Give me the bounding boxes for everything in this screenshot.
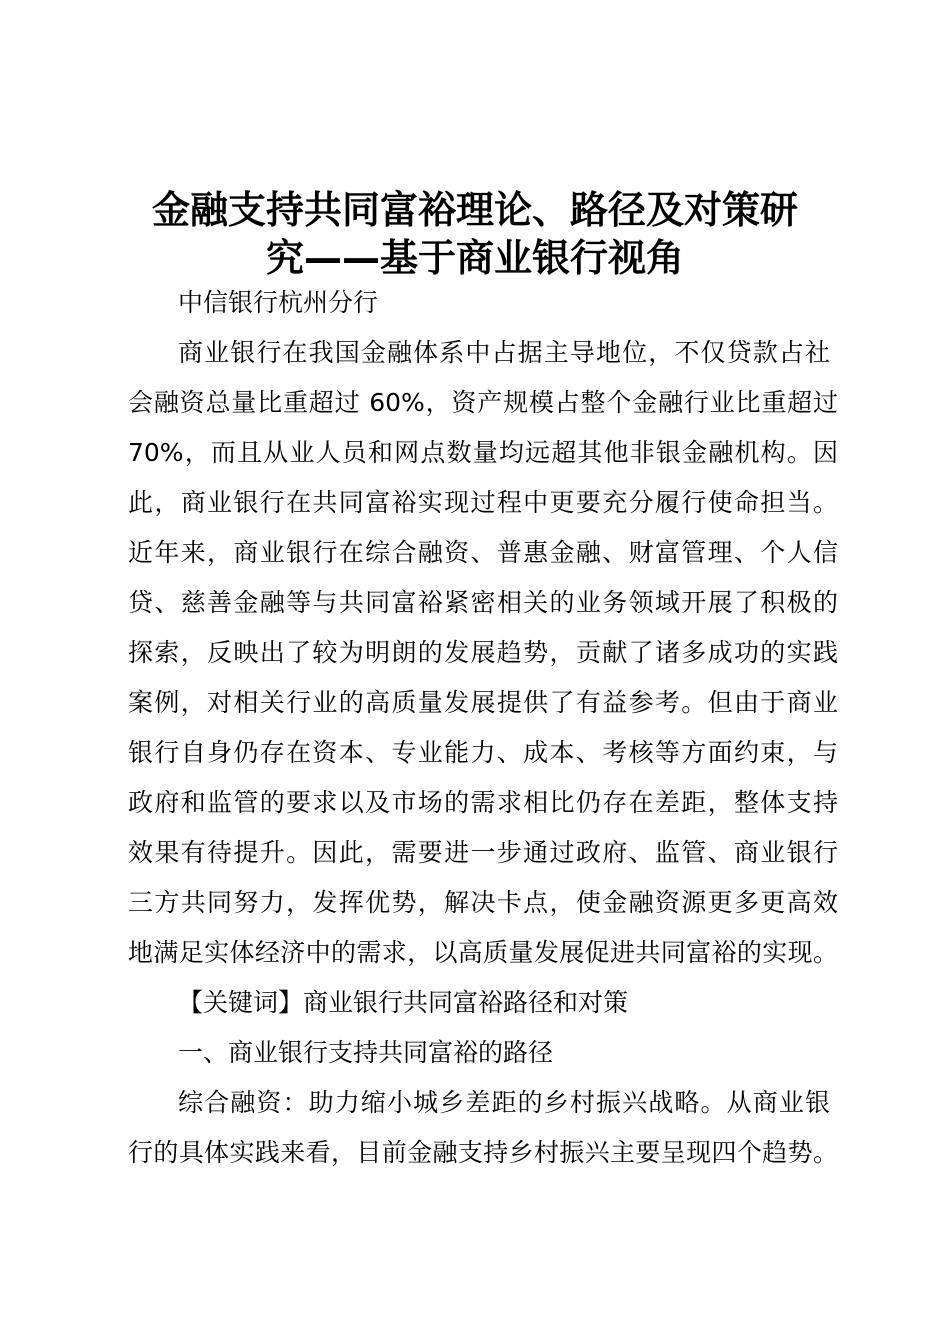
abstract-line: 效果有待提升。因此，需要进一步通过政府、监管、商业银行 xyxy=(128,838,838,867)
section-line: 综合融资：助力缩小城乡差距的乡村振兴战略。从商业银 xyxy=(178,1088,830,1117)
abstract-line: 会融资总量比重超过 60%，资产规模占整个金融行业比重超过 xyxy=(128,388,838,417)
document-title-line-1: 金融支持共同富裕理论、路径及对策研 xyxy=(151,188,798,232)
abstract-line: 商业银行在我国金融体系中占据主导地位，不仅贷款占社 xyxy=(178,338,830,367)
abstract-line: 银行自身仍存在资本、专业能力、成本、考核等方面约束，与 xyxy=(128,738,838,767)
author-affiliation: 中信银行杭州分行 xyxy=(178,288,379,317)
abstract-line: 案例，对相关行业的高质量发展提供了有益参考。但由于商业 xyxy=(128,688,838,717)
abstract-line: 70%，而且从业人员和网点数量均远超其他非银金融机构。因 xyxy=(128,438,838,467)
abstract-line: 地满足实体经济中的需求，以高质量发展促进共同富裕的实现。 xyxy=(128,938,838,967)
keywords: 【关键词】商业银行共同富裕路径和对策 xyxy=(178,988,629,1017)
abstract-line: 探索，反映出了较为明朗的发展趋势，贡献了诸多成功的实践 xyxy=(128,638,838,667)
section-heading: 一、商业银行支持共同富裕的路径 xyxy=(178,1038,554,1067)
abstract-line: 此，商业银行在共同富裕实现过程中更要充分履行使命担当。 xyxy=(128,488,838,517)
document-title-line-2: 究——基于商业银行视角 xyxy=(265,236,684,280)
section-line: 行的具体实践来看，目前金融支持乡村振兴主要呈现四个趋势。 xyxy=(128,1138,838,1167)
abstract-line: 贷、慈善金融等与共同富裕紧密相关的业务领域开展了积极的 xyxy=(128,588,838,617)
abstract-line: 近年来，商业银行在综合融资、普惠金融、财富管理、个人信 xyxy=(128,538,838,567)
abstract-line: 三方共同努力，发挥优势，解决卡点，使金融资源更多更高效 xyxy=(128,888,838,917)
abstract-line: 政府和监管的要求以及市场的需求相比仍存在差距，整体支持 xyxy=(128,788,838,817)
